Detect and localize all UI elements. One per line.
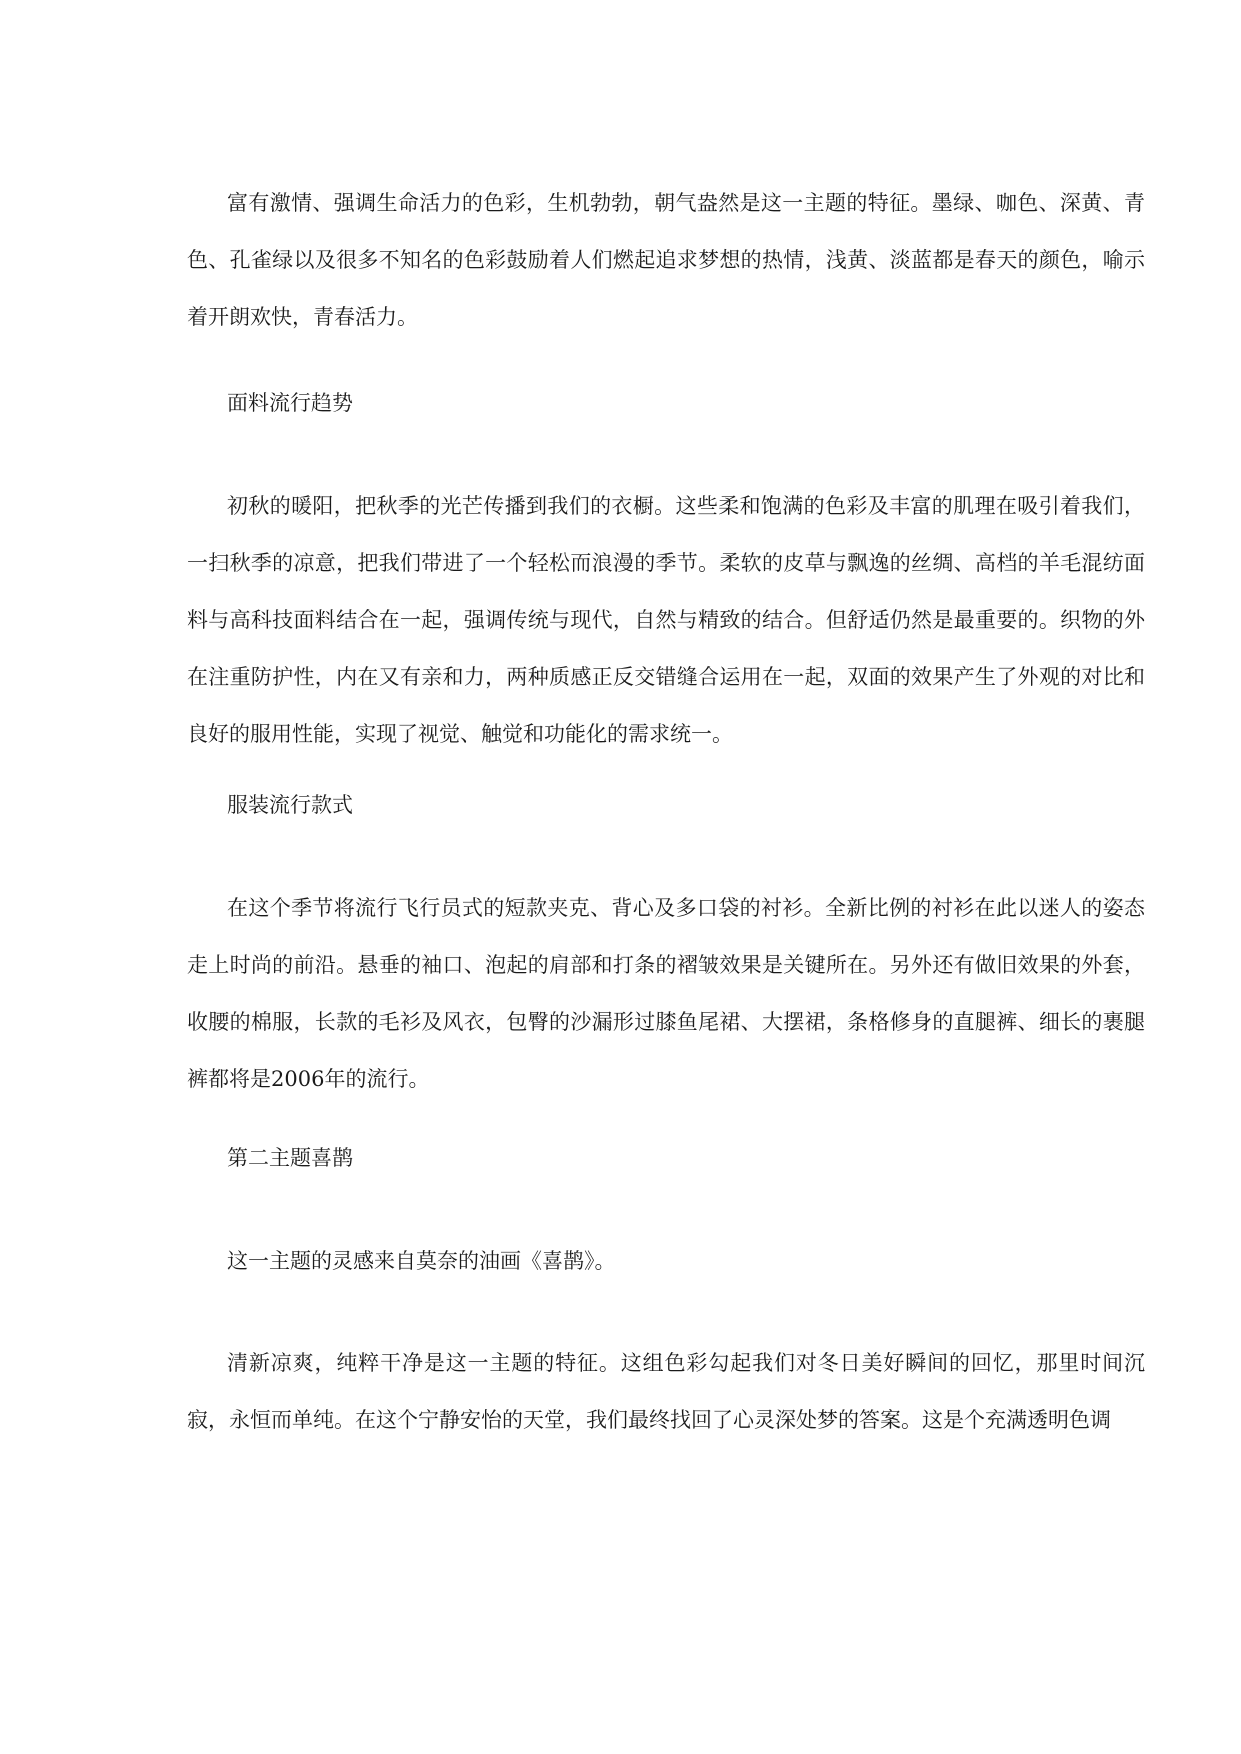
heading-second-theme: 第二主题喜鹊: [227, 1146, 353, 1170]
paragraph-fabric-trends: 初秋的暖阳，把秋季的光芒传播到我们的衣橱。这些柔和饱满的色彩及丰富的肌理在吸引着我们，一扫秋季的凉意，把我们带进了一个轻松而浪漫的季节。柔软的皮草与飘逸的丝绸、高档的羊毛混纺面料与高科技面料结合在一起，强调传统与现代，自然与精致的结合。但舒适仍然是最重要的。织物的外在注重防护性，内在又有亲和力，两种质感正反交错缝合运用在一起，双面的效果产生了外观的对比和良好的服用性能，实现了视觉、触觉和功能化的需求统一。: [187, 494, 1145, 746]
paragraph-second-theme-features: 清新凉爽，纯粹干净是这一主题的特征。这组色彩勾起我们对冬日美好瞬间的回忆，那里时间沉寂，永恒而单纯。在这个宁静安怡的天堂，我们最终找回了心灵深处梦的答案。这是个充满透明色调: [187, 1351, 1145, 1432]
paragraph-color-theme: 富有激情、强调生命活力的色彩，生机勃勃，朝气盎然是这一主题的特征。墨绿、咖色、深黄、青色、孔雀绿以及很多不知名的色彩鼓励着人们燃起追求梦想的热情，浅黄、淡蓝都是春天的颜色，喻示着开朗欢快，青春活力。: [187, 191, 1145, 329]
heading-fabric-trends: 面料流行趋势: [227, 391, 353, 415]
paragraph-clothing-styles: 在这个季节将流行飞行员式的短款夹克、背心及多口袋的衬衫。全新比例的衬衫在此以迷人的姿态走上时尚的前沿。悬垂的袖口、泡起的肩部和打条的褶皱效果是关键所在。另外还有做旧效果的外套，收腰的棉服，长款的毛衫及风衣，包臀的沙漏形过膝鱼尾裙、大摆裙，条格修身的直腿裤、细长的裹腿裤都将是2006年的流行。: [187, 896, 1145, 1091]
paragraph-inspiration: 这一主题的灵感来自莫奈的油画《喜鹊》。: [227, 1249, 616, 1273]
heading-clothing-styles: 服装流行款式: [227, 793, 353, 817]
